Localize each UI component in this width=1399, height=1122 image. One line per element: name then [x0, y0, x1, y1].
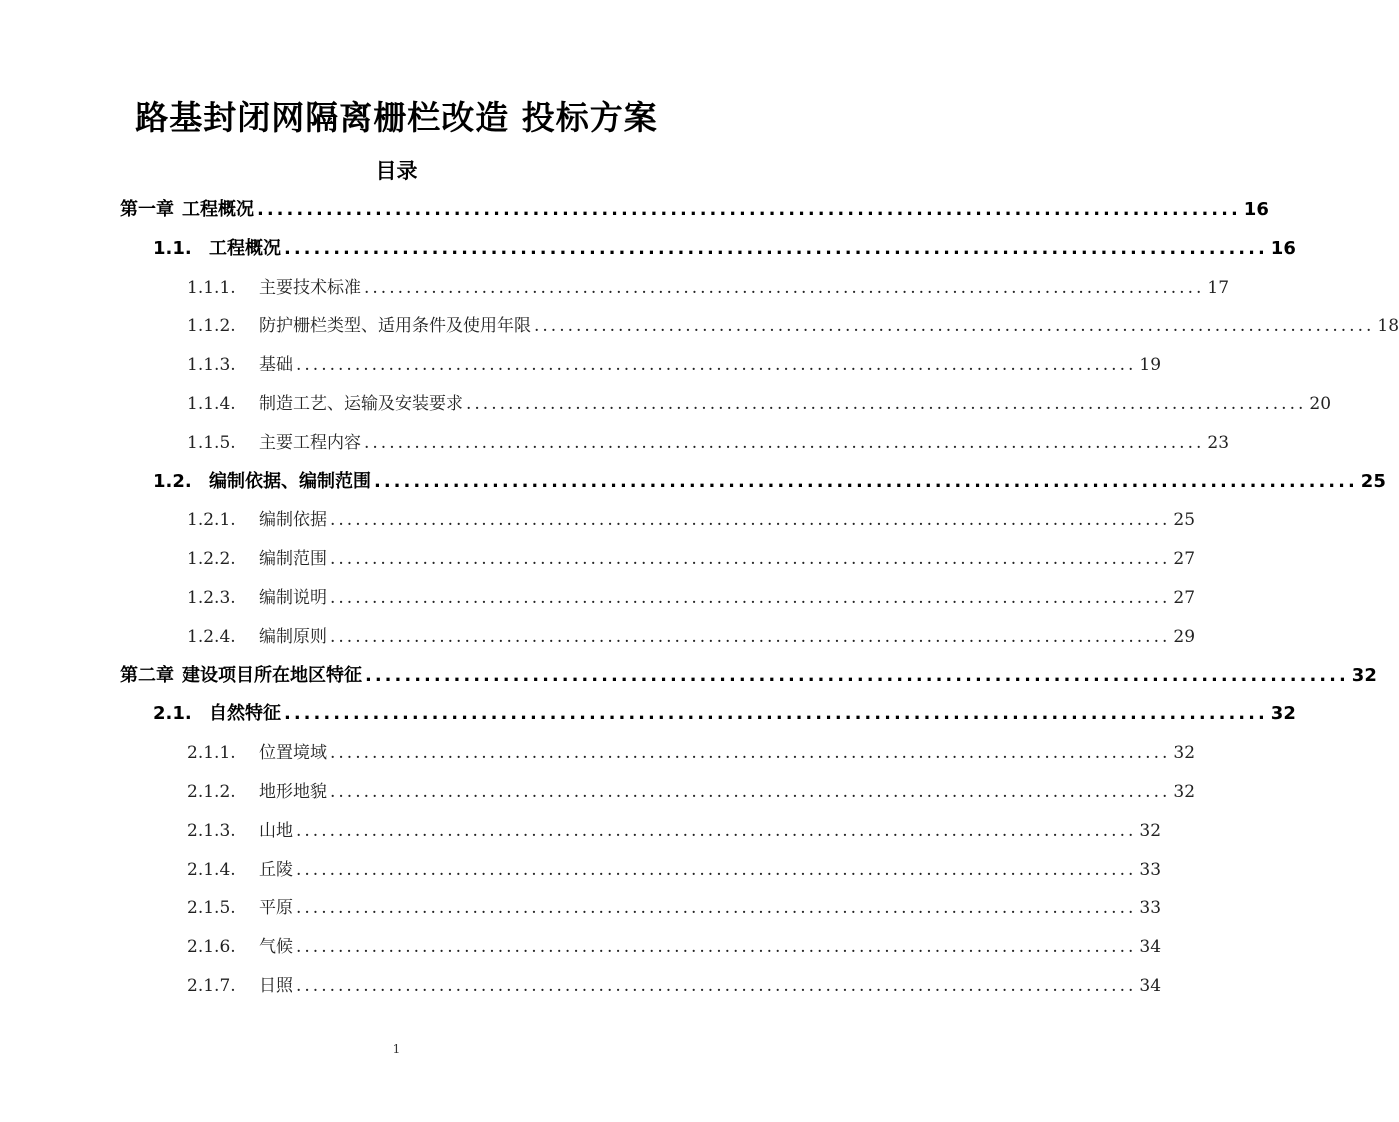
toc-entry-label [153, 467, 371, 497]
toc-entry[interactable] [187, 738, 1196, 768]
toc-entry-label [187, 971, 293, 1001]
toc-entry[interactable] [187, 893, 1162, 923]
toc-entry-label [153, 234, 281, 264]
toc-entry-page: 32 [1173, 743, 1196, 764]
toc-entry-number: 2.1. [153, 703, 192, 725]
toc-entry-number: 2.1.2. [187, 782, 236, 802]
toc-leader-dots: .................................................................................................... [365, 664, 1349, 686]
toc-entry-page: 19 [1139, 355, 1162, 376]
toc-leader-dots: .................................................................................................... [364, 432, 1205, 453]
toc-entry-number: 2.1.1. [187, 743, 236, 764]
toc-entry-text: 制造工艺、运输及安装要求 [259, 394, 463, 414]
toc-entry-label [187, 544, 327, 574]
toc-entry-page: 16 [1270, 237, 1296, 259]
toc-heading: 目录 [375, 159, 418, 183]
toc-entry-label [187, 311, 531, 341]
document-title: 路基封闭网隔离栅栏改造 投标方案 [135, 98, 658, 137]
toc-entry-label [187, 855, 293, 885]
toc-entry-label [187, 273, 361, 303]
toc-leader-dots: .................................................................................................... [296, 859, 1137, 880]
toc-leader-dots: .................................................................................................... [296, 355, 1137, 376]
toc-entry-number: 1.1.1. [187, 277, 236, 298]
toc-entry-page: 17 [1207, 277, 1230, 298]
toc-entry[interactable] [187, 311, 1399, 341]
toc-entry[interactable] [187, 777, 1196, 807]
toc-entry-text: 编制依据 [259, 510, 327, 531]
toc-entry-number: 1.2.1. [187, 510, 236, 531]
toc-entry-number: 1.1. [153, 237, 192, 259]
toc-leader-dots: .................................................................................................... [284, 703, 1268, 725]
toc-entry-page: 32 [1139, 820, 1162, 841]
toc-entry-label [153, 699, 281, 729]
toc-entry-text: 工程概况 [209, 237, 281, 259]
toc-entry[interactable] [187, 350, 1162, 380]
toc-entry[interactable] [187, 505, 1196, 535]
toc-entry-page: 27 [1173, 549, 1196, 570]
toc-entry-text: 主要技术标准 [259, 277, 361, 298]
toc-entry-text: 防护栅栏类型、适用条件及使用年限 [259, 316, 531, 337]
toc-entry-page: 34 [1139, 976, 1162, 996]
toc-entry[interactable] [187, 389, 1332, 419]
toc-entry-page: 20 [1309, 394, 1332, 414]
toc-leader-dots: .................................................................................................... [330, 549, 1171, 570]
toc-entry-text: 编制说明 [259, 588, 327, 608]
toc-entry-page: 32 [1351, 664, 1377, 686]
toc-entry-number: 1.2.3. [187, 588, 236, 608]
toc-entry-page: 32 [1270, 703, 1296, 725]
toc-leader-dots: .................................................................................................... [296, 937, 1137, 958]
toc-entry[interactable] [187, 855, 1162, 885]
toc-entry-text: 基础 [259, 355, 293, 376]
toc-entry-text: 工程概况 [182, 199, 254, 220]
toc-entry-number: 2.1.5. [187, 898, 236, 919]
toc-entry-text: 平原 [259, 898, 293, 919]
toc-entry-text: 丘陵 [259, 859, 293, 880]
toc-leader-dots: .................................................................................................... [374, 470, 1358, 492]
toc-entry[interactable] [120, 195, 1269, 225]
toc-entry-page: 25 [1360, 470, 1386, 492]
toc-entry-text: 建设项目所在地区特征 [182, 664, 362, 686]
toc-entry-text: 编制原则 [259, 626, 327, 647]
toc-entry-label [187, 893, 293, 923]
toc-entry-text: 地形地貌 [259, 782, 327, 802]
toc-leader-dots: .................................................................................................... [466, 394, 1307, 414]
toc-entry[interactable] [153, 699, 1296, 729]
toc-leader-dots: .................................................................................................... [364, 277, 1205, 298]
toc-entry[interactable] [120, 661, 1377, 691]
toc-entry-number: 1.2.4. [187, 626, 236, 647]
toc-entry-text: 山地 [259, 820, 293, 841]
toc-entry-label [187, 816, 293, 846]
toc-entry-text: 自然特征 [209, 703, 281, 725]
toc-entry-page: 16 [1243, 199, 1269, 220]
toc-entry[interactable] [187, 583, 1196, 613]
toc-leader-dots: .................................................................................................... [284, 237, 1268, 259]
toc-leader-dots: .................................................................................................... [296, 820, 1137, 841]
toc-entry[interactable] [187, 971, 1162, 1001]
toc-leader-dots: .................................................................................................... [296, 976, 1137, 996]
toc-entry-text: 编制依据、编制范围 [209, 470, 371, 492]
toc-entry-label [187, 583, 327, 613]
toc-entry-text: 气候 [259, 937, 293, 958]
toc-leader-dots: .................................................................................................... [330, 782, 1171, 802]
toc-entry-text: 位置境域 [259, 743, 327, 764]
toc-entry-number: 1.1.5. [187, 432, 236, 453]
toc-entry-label [187, 428, 361, 458]
toc-entry-number: 1.2. [153, 470, 192, 492]
toc-entry-label [120, 195, 254, 225]
toc-entry-page: 33 [1139, 898, 1162, 919]
toc-entry[interactable] [153, 234, 1296, 264]
toc-entry-number: 2.1.6. [187, 937, 236, 958]
toc-leader-dots: .................................................................................................... [296, 898, 1137, 919]
toc-entry-page: 27 [1173, 588, 1196, 608]
toc-entry-page: 34 [1139, 937, 1162, 958]
toc-entry-page: 18 [1377, 316, 1399, 337]
toc-entry-page: 29 [1173, 626, 1196, 647]
toc-entry-number: 1.2.2. [187, 549, 236, 570]
toc-leader-dots: .................................................................................................... [330, 626, 1171, 647]
toc-entry-number: 第一章 [120, 199, 174, 220]
toc-entry-page: 23 [1207, 432, 1230, 453]
toc-entry-label [187, 932, 293, 962]
toc-entry-label [120, 661, 362, 691]
toc-leader-dots: .................................................................................................... [534, 316, 1375, 337]
toc-entry-label [187, 389, 463, 419]
toc-entry-label [187, 350, 293, 380]
toc-entry-number: 2.1.7. [187, 976, 236, 996]
toc-entry[interactable] [153, 467, 1386, 497]
toc-leader-dots: .................................................................................................... [257, 199, 1241, 220]
toc-entry-number: 2.1.3. [187, 820, 236, 841]
toc-leader-dots: .................................................................................................... [330, 510, 1171, 531]
toc-entry[interactable] [187, 622, 1196, 652]
toc-entry-page: 25 [1173, 510, 1196, 531]
toc-entry-text: 主要工程内容 [259, 432, 361, 453]
toc-entry-number: 2.1.4. [187, 859, 236, 880]
toc-entry-number: 1.1.2. [187, 316, 236, 337]
toc-entry[interactable] [187, 932, 1162, 962]
toc-entry[interactable] [187, 816, 1162, 846]
toc-entry-number: 第二章 [120, 664, 174, 686]
toc-entry-label [187, 777, 327, 807]
toc-entry-page: 32 [1173, 782, 1196, 802]
toc-leader-dots: .................................................................................................... [330, 588, 1171, 608]
toc-leader-dots: .................................................................................................... [330, 743, 1171, 764]
toc-entry[interactable] [187, 273, 1230, 303]
toc-entry[interactable] [187, 544, 1196, 574]
toc-entry-label [187, 738, 327, 768]
toc-entry-text: 日照 [259, 976, 293, 996]
toc-entry-label [187, 622, 327, 652]
toc-entry-text: 编制范围 [259, 549, 327, 570]
toc-entry-label [187, 505, 327, 535]
toc-entry-number: 1.1.4. [187, 394, 236, 414]
toc-entry[interactable] [187, 428, 1230, 458]
toc-entry-number: 1.1.3. [187, 355, 236, 376]
toc-entry-page: 33 [1139, 859, 1162, 880]
page-number: 1 [392, 1042, 401, 1056]
